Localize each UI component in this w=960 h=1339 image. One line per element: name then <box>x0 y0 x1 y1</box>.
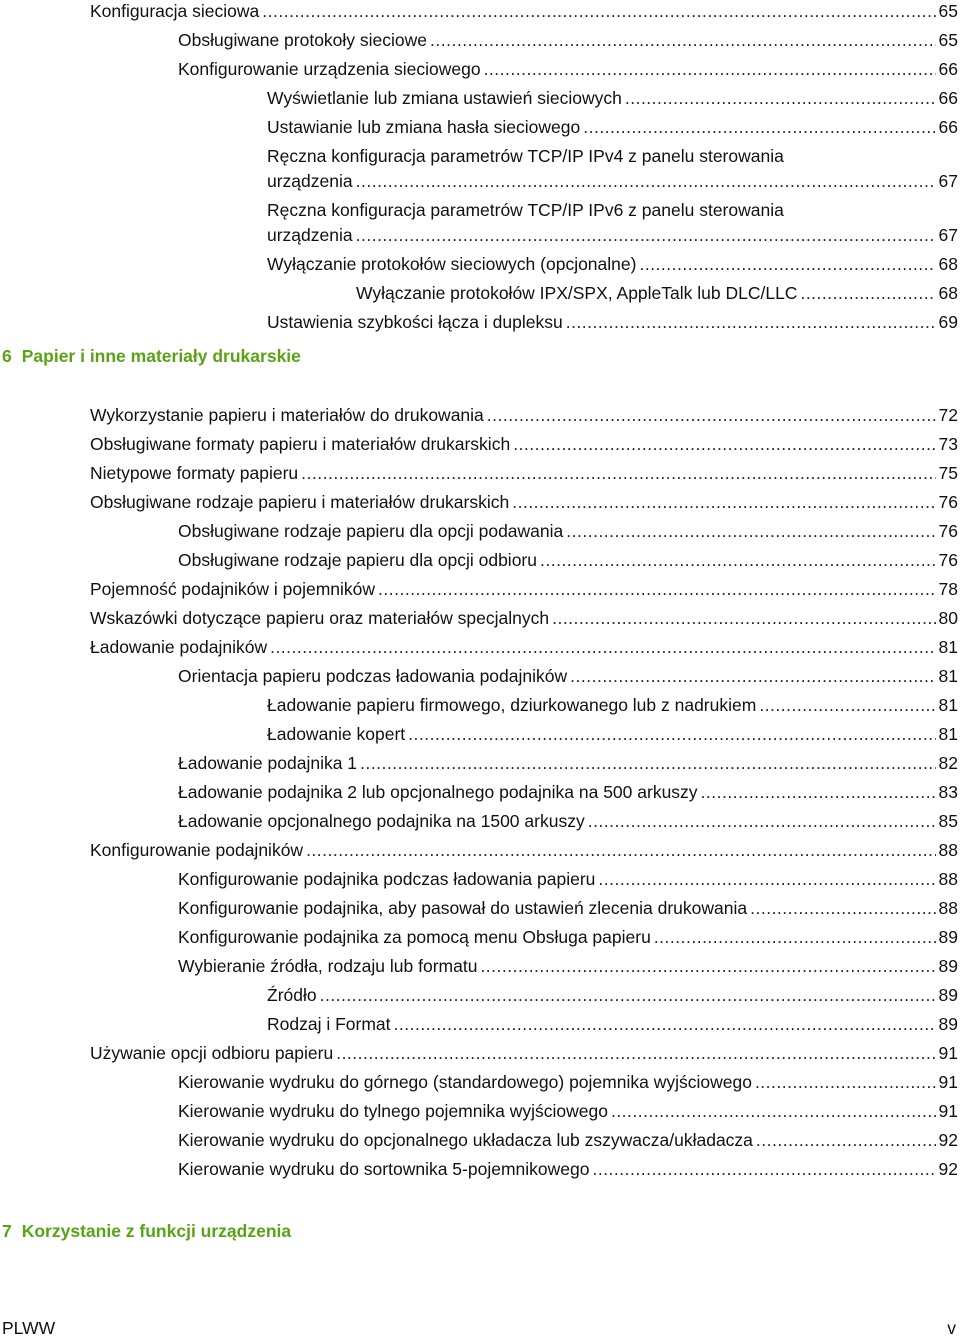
toc-entry[interactable] <box>90 433 958 455</box>
toc-entry-page: 81 <box>938 695 958 715</box>
toc-entry[interactable] <box>90 839 958 861</box>
dot-leader <box>320 984 936 1006</box>
toc-entry-label: Orientacja papieru podczas ładowania podajników <box>178 666 568 686</box>
toc-entry[interactable] <box>90 0 958 22</box>
dot-leader <box>306 839 935 861</box>
toc-entry[interactable] <box>178 752 958 774</box>
footer-page-number: v <box>947 1318 956 1338</box>
toc-entry-label: Konfiguracja sieciowa <box>90 1 260 21</box>
toc-entry-page: 67 <box>938 171 958 191</box>
toc-entry-page: 78 <box>938 579 958 599</box>
toc-entry-label: Ładowanie podajnika 1 <box>178 753 358 773</box>
toc-entry[interactable] <box>178 665 958 687</box>
toc-entry[interactable] <box>178 868 958 890</box>
dot-leader <box>639 253 935 275</box>
toc-entry-label: Używanie opcji odbioru papieru <box>90 1043 334 1063</box>
dot-leader <box>566 311 936 333</box>
dot-leader <box>378 578 936 600</box>
toc-entry[interactable] <box>356 282 958 304</box>
toc-entry-label: Kierowanie wydruku do sortownika 5-pojemnikowego <box>178 1159 590 1179</box>
toc-entry[interactable] <box>267 984 958 1006</box>
toc-entry-page: 88 <box>938 840 958 860</box>
toc-entry[interactable] <box>90 462 958 484</box>
toc-entry[interactable] <box>178 549 958 571</box>
toc-entry-label: Wykorzystanie papieru i materiałów do drukowania <box>90 405 484 425</box>
dot-leader <box>611 1100 936 1122</box>
toc-entry-page: 88 <box>938 869 958 889</box>
dot-leader <box>262 0 935 22</box>
toc-entry-page: 81 <box>938 637 958 657</box>
toc-entry-label: Konfigurowanie urządzenia sieciowego <box>178 59 481 79</box>
dot-leader <box>512 491 935 513</box>
toc-entry-label: Wybieranie źródła, rodzaju lub formatu <box>178 956 478 976</box>
toc-entry-page: 67 <box>938 225 958 245</box>
toc-entry-label: Konfigurowanie podajnika podczas ładowania papieru <box>178 869 596 889</box>
toc-entry[interactable] <box>178 926 958 948</box>
toc-entry-label: Pojemność podajników i pojemników <box>90 579 376 599</box>
dot-leader <box>583 116 935 138</box>
toc-entry-page: 68 <box>938 254 958 274</box>
toc-entry-label: Wskazówki dotyczące papieru oraz materiałów specjalnych <box>90 608 550 628</box>
toc-entry-label: Ładowanie kopert <box>267 724 406 744</box>
toc-entry-label: Obsługiwane protokoły sieciowe <box>178 30 428 50</box>
toc-entry[interactable] <box>267 87 958 109</box>
toc-entry-label: Ładowanie papieru firmowego, dziurkowanego lub z nadrukiem <box>267 695 757 715</box>
toc-entry-label-line1: Ręczna konfiguracja parametrów TCP/IP IPv4 z panelu sterowania <box>267 146 784 166</box>
toc-entry[interactable] <box>267 116 958 138</box>
toc-entry-page: 83 <box>938 782 958 802</box>
toc-entry-label: Kierowanie wydruku do górnego (standardowego) pojemnika wyjściowego <box>178 1072 752 1092</box>
toc-entry-label: Źródło <box>267 985 317 1005</box>
toc-entry-label: Ładowanie podajnika 2 lub opcjonalnego podajnika na 500 arkuszy <box>178 782 698 802</box>
toc-entry[interactable] <box>178 810 958 832</box>
toc-entry-page: 89 <box>938 1014 958 1034</box>
toc-entry-page: 68 <box>938 283 958 303</box>
dot-leader <box>570 665 935 687</box>
toc-entry-page: 65 <box>938 1 958 21</box>
toc-entry-label: Wyłączanie protokołów sieciowych (opcjonalne) <box>267 254 637 274</box>
chapter-heading[interactable] <box>2 345 301 367</box>
toc-entry-page: 69 <box>938 312 958 332</box>
toc-entry-page: 80 <box>938 608 958 628</box>
toc-entry-label-line1: Ręczna konfiguracja parametrów TCP/IP IPv6 z panelu sterowania <box>267 200 784 220</box>
toc-entry-page: 76 <box>938 521 958 541</box>
chapter-title: Papier i inne materiały drukarskie <box>21 346 301 366</box>
dot-leader <box>756 1129 936 1151</box>
toc-entry[interactable] <box>90 607 958 629</box>
dot-leader <box>592 1158 935 1180</box>
toc-entry-page: 72 <box>938 405 958 425</box>
toc-entry[interactable] <box>90 636 958 658</box>
toc-entry-label: Ładowanie podajników <box>90 637 268 657</box>
toc-entry[interactable] <box>267 694 958 716</box>
toc-entry-page: 73 <box>938 434 958 454</box>
toc-entry[interactable] <box>178 897 958 919</box>
dot-leader <box>336 1042 935 1064</box>
toc-entry-label: urządzenia <box>267 171 353 191</box>
toc-entry[interactable] <box>267 1013 958 1035</box>
toc-entry-page: 65 <box>938 30 958 50</box>
toc-entry[interactable] <box>178 781 958 803</box>
toc-entry-label: Wyświetlanie lub zmiana ustawień sieciowych <box>267 88 622 108</box>
toc-entry[interactable] <box>90 404 958 426</box>
toc-entry-page: 91 <box>938 1072 958 1092</box>
toc-entry[interactable] <box>178 1158 958 1180</box>
toc-entry-label: Kierowanie wydruku do tylnego pojemnika wyjściowego <box>178 1101 608 1121</box>
toc-entry-page: 89 <box>938 956 958 976</box>
dot-leader <box>552 607 935 629</box>
toc-entry-page: 66 <box>938 88 958 108</box>
toc-entry[interactable] <box>178 1100 958 1122</box>
toc-entry-label: urządzenia <box>267 225 353 245</box>
toc-entry-label: Obsługiwane rodzaje papieru dla opcji podawania <box>178 521 564 541</box>
dot-leader <box>270 636 935 658</box>
toc-entry-page: 75 <box>938 463 958 483</box>
toc-entry[interactable] <box>267 723 958 745</box>
dot-leader <box>566 520 935 542</box>
dot-leader <box>484 58 936 80</box>
toc-entry[interactable] <box>90 1042 958 1064</box>
dot-leader <box>301 462 935 484</box>
toc-entry-page: 76 <box>938 550 958 570</box>
toc-entry-label: Obsługiwane rodzaje papieru dla opcji odbioru <box>178 550 537 570</box>
dot-leader <box>598 868 935 890</box>
toc-entry[interactable] <box>90 578 958 600</box>
toc-entry-label: Wyłączanie protokołów IPX/SPX, AppleTalk lub DLC/LLC <box>356 283 798 303</box>
dot-leader <box>487 404 936 426</box>
dot-leader <box>513 433 935 455</box>
toc-entry-page: 76 <box>938 492 958 512</box>
toc-entry-page: 92 <box>938 1130 958 1150</box>
toc-entry-page: 66 <box>938 117 958 137</box>
toc-entry-label: Konfigurowanie podajnika za pomocą menu Obsługa papieru <box>178 927 651 947</box>
dot-leader <box>360 752 935 774</box>
dot-leader <box>480 955 935 977</box>
toc-entry-page: 66 <box>938 59 958 79</box>
toc-entry[interactable] <box>267 311 958 333</box>
dot-leader <box>356 170 936 192</box>
toc-entry-page: 81 <box>938 666 958 686</box>
toc-entry[interactable] <box>90 491 958 513</box>
dot-leader <box>588 810 936 832</box>
toc-entry-page: 88 <box>938 898 958 918</box>
dot-leader <box>625 87 936 109</box>
footer-locale-code: PLWW <box>2 1318 56 1338</box>
toc-entry[interactable] <box>267 253 958 275</box>
toc-entry-page: 85 <box>938 811 958 831</box>
toc-entry-label: Obsługiwane formaty papieru i materiałów drukarskich <box>90 434 511 454</box>
toc-entry-page: 81 <box>938 724 958 744</box>
chapter-number: 6 <box>2 346 12 366</box>
dot-leader <box>394 1013 936 1035</box>
toc-entry-label: Konfigurowanie podajnika, aby pasował do ustawień zlecenia drukowania <box>178 898 748 918</box>
dot-leader <box>750 897 935 919</box>
toc-entry-page: 82 <box>938 753 958 773</box>
toc-entry-label: Ustawianie lub zmiana hasła sieciowego <box>267 117 581 137</box>
toc-entry-page: 92 <box>938 1159 958 1179</box>
dot-leader <box>800 282 935 304</box>
toc-entry-label: Konfigurowanie podajników <box>90 840 304 860</box>
chapter-heading[interactable] <box>2 1220 291 1242</box>
toc-entry-page: 89 <box>938 927 958 947</box>
toc-entry-label: Ustawienia szybkości łącza i dupleksu <box>267 312 563 332</box>
toc-entry-label: Obsługiwane rodzaje papieru i materiałów drukarskich <box>90 492 510 512</box>
toc-entry[interactable] <box>267 170 958 192</box>
page-footer <box>0 1318 960 1338</box>
dot-leader <box>654 926 936 948</box>
dot-leader <box>408 723 935 745</box>
toc-entry-label: Rodzaj i Format <box>267 1014 391 1034</box>
toc-entry[interactable] <box>178 1129 958 1151</box>
toc-entry-page: 91 <box>938 1043 958 1063</box>
toc-entry-label: Ładowanie opcjonalnego podajnika na 1500 arkuszy <box>178 811 585 831</box>
toc-entry[interactable] <box>178 520 958 542</box>
dot-leader <box>430 29 936 51</box>
toc-entry-page: 91 <box>938 1101 958 1121</box>
dot-leader <box>701 781 936 803</box>
dot-leader <box>759 694 935 716</box>
toc-entry[interactable] <box>178 1071 958 1093</box>
toc-entry[interactable] <box>178 955 958 977</box>
chapter-title: Korzystanie z funkcji urządzenia <box>21 1221 292 1241</box>
toc-entry-page: 89 <box>938 985 958 1005</box>
dot-leader <box>755 1071 936 1093</box>
dot-leader <box>540 549 936 571</box>
toc-entry-label: Nietypowe formaty papieru <box>90 463 299 483</box>
toc-entry[interactable] <box>267 224 958 246</box>
toc-entry[interactable] <box>178 58 958 80</box>
toc-entry[interactable] <box>178 29 958 51</box>
toc-entry-label: Kierowanie wydruku do opcjonalnego układacza lub zszywacza/układacza <box>178 1130 753 1150</box>
chapter-number: 7 <box>2 1221 12 1241</box>
dot-leader <box>356 224 936 246</box>
